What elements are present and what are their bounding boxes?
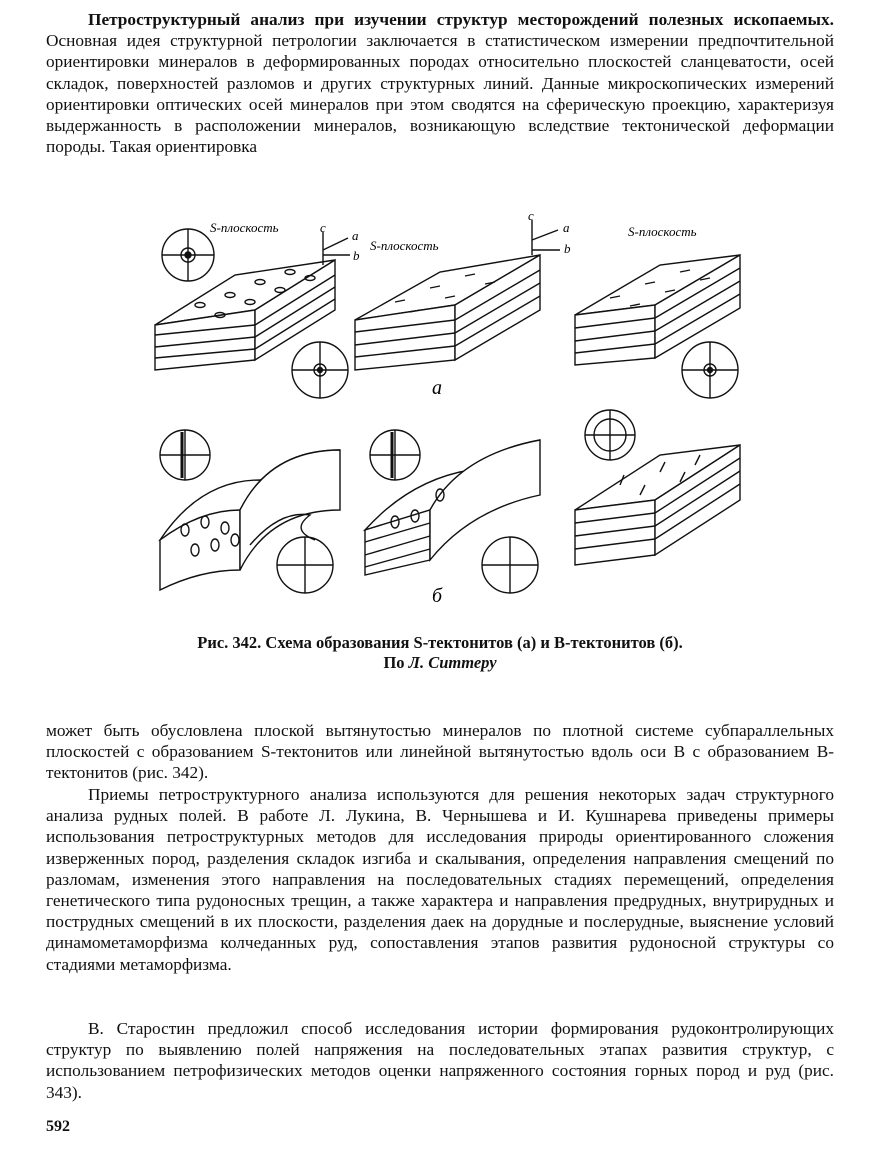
continuation-text: может быть обусловлена плоской вытянутостью минералов по плотной системе субпараллельных плоскостей с образованием S-тектонитов или линейной вытянутостью вдоль оси B с образованием B-тектонитов (рис. 342). [46, 721, 834, 783]
label-s-plane-3: S-плоскость [628, 224, 697, 239]
paragraph-starostin [46, 1018, 834, 1103]
panel-label-a: а [432, 377, 442, 399]
block-a1 [155, 229, 350, 370]
section-heading: Петроструктурный анализ при изучении структур месторождений полезных ископаемых. [88, 10, 834, 29]
intro-text: Основная идея структурной петрологии заключается в статистическом измерении предпочтительной ориентировки минералов в деформированных породах относительно плоскостей сланцеватости, осей складок, поверхностей разломов и других структурных линий. Данные микроскопических измерений ориентировки оптических осей минералов при этом сводятся на сферическую проекцию, характеризуя выдержанность в расположении минералов, возникающую вследствие тектонической деформации породы. Такая ориентировка [46, 31, 834, 157]
panel-label-b: б [432, 585, 443, 607]
caption-author: Л. Ситтеру [408, 653, 497, 672]
methods-text: Приемы петроструктурного анализа используются для решения некоторых задач структурного анализа рудных полей. В работе Л. Лукина, В. Чернышева и И. Кушнарева приведены примеры использования петроструктурных методов для исследования природы ориентированного сложения изверженных пород, разделения складок изгиба и скалывания, определения направления смещений по разломам, изменения этого направления на последовательных стадиях перемещений, определения генетического типа рудоносных трещин, а также характера и направления предрудных, внутрирудных и пострудных смещений в их плоскости, разделения даек на дорудные и послерудные, выяснение условий динамометаморфизма колчеданных руд, сопоставления этапов развития рудоносной структуры со стадиями метаморфизма. [46, 785, 834, 974]
label-b-2: b [564, 241, 571, 256]
label-c-1: c [320, 220, 326, 235]
paragraph-continuation [46, 720, 834, 784]
label-a-2: a [563, 220, 570, 235]
caption-line-2 [46, 653, 834, 673]
caption-line-1: Рис. 342. Схема образования S-тектонитов (а) и B-тектонитов (б). [197, 633, 683, 652]
block-b3 [575, 410, 740, 565]
label-b-1: b [353, 248, 360, 263]
label-a-1: a [352, 228, 359, 243]
figure-342 [140, 210, 760, 610]
paragraph-intro [46, 9, 834, 157]
starostin-text: В. Старостин предложил способ исследования истории формирования рудоконтролирующих структур по выявлению полей напряжения на последовательных этапах развития структур, с использованием петрофизических методов оценки напряженного состояния горных пород и руд (рис. 343). [46, 1019, 834, 1102]
block-b2 [365, 430, 540, 593]
label-s-plane-2: S-плоскость [370, 238, 439, 253]
label-s-plane-1: S-плоскость [210, 220, 279, 235]
label-c-2: c [528, 210, 534, 223]
paragraph-methods [46, 784, 834, 975]
block-a3 [575, 255, 740, 398]
figure-caption [46, 633, 834, 673]
page-number: 592 [46, 1118, 70, 1135]
caption-prefix: По [383, 653, 409, 672]
block-b1 [160, 430, 340, 593]
